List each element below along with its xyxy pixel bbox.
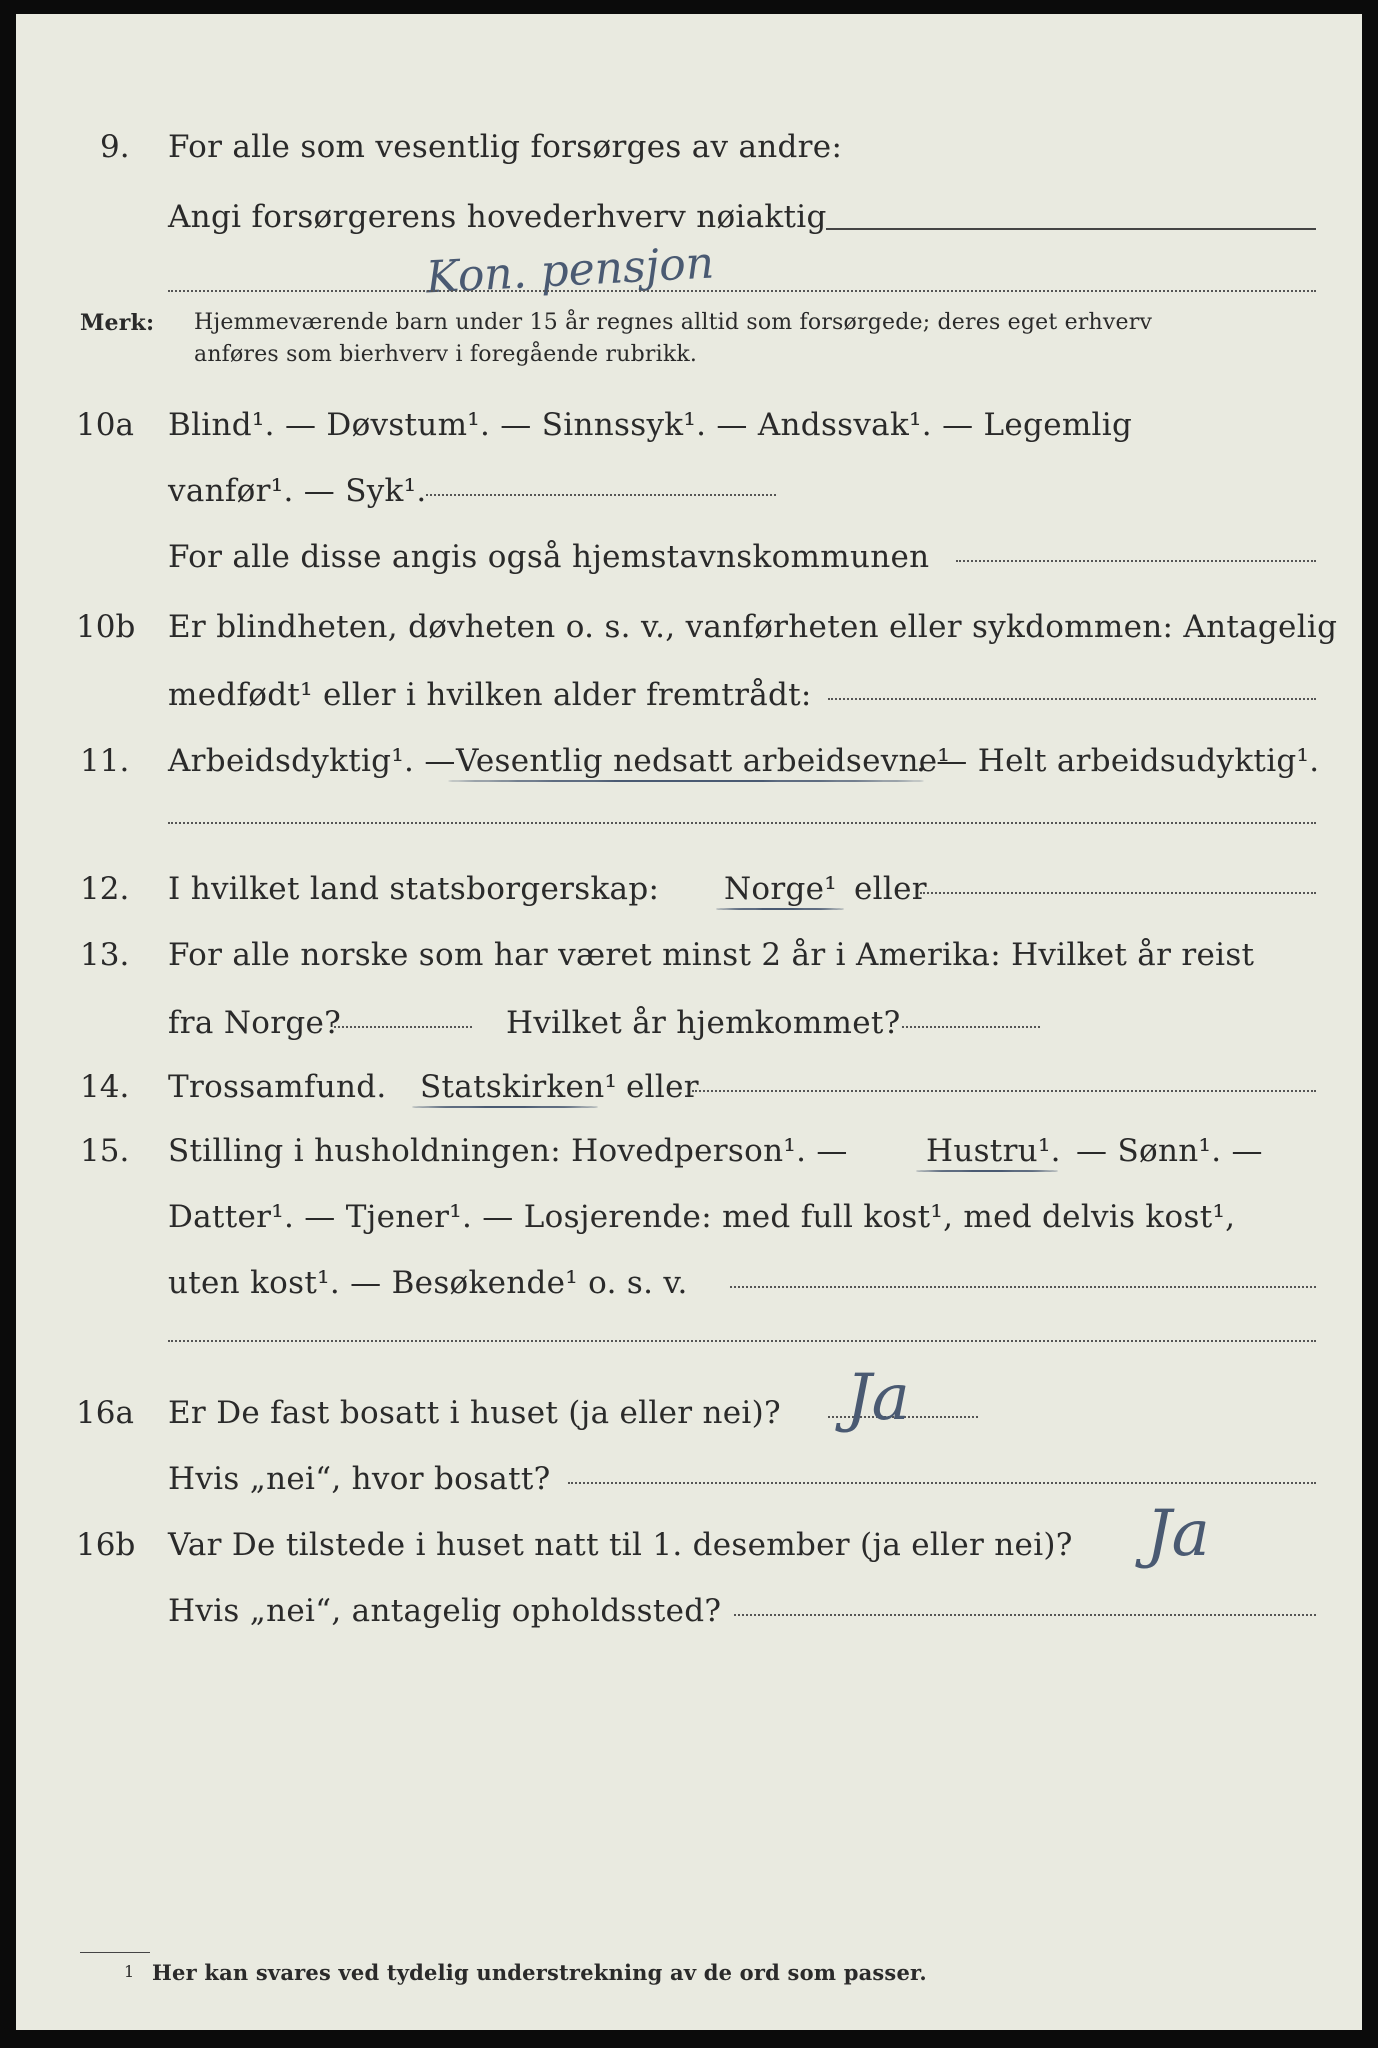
merk-line2: anføres som bierhverv i foregående rubrikk.	[194, 342, 698, 367]
q11-number: 11.	[80, 743, 130, 779]
q15-answer-line	[730, 1286, 1316, 1288]
q10b-line1: Er blindheten, døvheten o. s. v., vanførheten eller sykdommen: Antagelig	[168, 609, 1338, 645]
q16b-handwritten-answer: Ja	[1146, 1497, 1210, 1571]
q9-line2: Angi forsørgerens hovederhverv nøiaktig	[168, 199, 827, 235]
q12-number: 12.	[80, 871, 130, 907]
q15-number: 15.	[80, 1133, 130, 1169]
q13-line1: For alle norske som har været minst 2 år i Amerika: Hvilket år reist	[168, 937, 1255, 973]
q10b-line2: medfødt¹ eller i hvilken alder fremtrådt:	[168, 677, 812, 713]
q9-number: 9.	[100, 129, 130, 165]
footnote-mark: 1	[124, 1962, 135, 1981]
q11-answer-line	[168, 822, 1316, 824]
q14-handwritten-underline	[412, 1106, 598, 1108]
q10a-number: 10a	[76, 407, 134, 443]
q15-handwritten-underline	[916, 1170, 1058, 1172]
merk-line1: Hjemmeværende barn under 15 år regnes alltid som forsørgede; deres eget erhverv	[194, 310, 1153, 335]
q15-line1a: Stilling i husholdningen: Hovedperson¹. —	[168, 1133, 848, 1169]
q16b-number: 16b	[76, 1527, 136, 1563]
q12-part1: I hvilket land statsborgerskap:	[168, 871, 660, 907]
census-form-page	[16, 14, 1362, 2030]
q15-line1c: — Sønn¹. —	[1076, 1133, 1263, 1169]
q16b-line1: Var De tilstede i huset natt til 1. desember (ja eller nei)?	[168, 1527, 1073, 1563]
q11-part1: Arbeidsdyktig¹. —	[168, 743, 456, 779]
q11-handwritten-underline	[448, 780, 924, 782]
q13-hjemkommet-line	[902, 1026, 1040, 1028]
q9-answer-line2	[168, 290, 1316, 292]
q14-part2: Statskirken¹	[420, 1069, 618, 1105]
q12-handwritten-underline	[716, 908, 844, 910]
q9-line1: For alle som vesentlig forsørges av andre:	[168, 129, 843, 165]
q12-answer-line	[920, 892, 1316, 894]
merk-label: Merk:	[80, 310, 155, 336]
q9-handwritten-answer: Kon. pensjon	[424, 237, 716, 304]
q14-number: 14.	[80, 1069, 130, 1105]
q16a-line1: Er De fast bosatt i huset (ja eller nei)?	[168, 1395, 781, 1431]
q16b-opholdssted-line	[734, 1614, 1316, 1616]
q12-part3: eller	[854, 871, 927, 907]
q12-part2: Norge¹	[724, 871, 838, 907]
q11-part3: . — Helt arbeidsudyktig¹.	[916, 743, 1320, 779]
q16a-number: 16a	[76, 1395, 134, 1431]
q10b-number: 10b	[76, 609, 136, 645]
footnote-text: Her kan svares ved tydelig understrekning av de ord som passer.	[152, 1960, 927, 1985]
q10b-answer-line	[828, 698, 1316, 700]
q16a-line2: Hvis „nei“, hvor bosatt?	[168, 1461, 551, 1497]
q15-answer-line2	[168, 1340, 1316, 1342]
q15-line2: Datter¹. — Tjener¹. — Losjerende: med full kost¹, med delvis kost¹,	[168, 1199, 1236, 1235]
q10a-line2: vanfør¹. — Syk¹.	[168, 473, 427, 509]
q10a-answer-line	[426, 494, 776, 496]
q14-part3: eller	[626, 1069, 699, 1105]
q16a-bosatt-line	[568, 1482, 1316, 1484]
q15-line3: uten kost¹. — Besøkende¹ o. s. v.	[168, 1265, 688, 1301]
footnote-rule	[80, 1952, 150, 1953]
q13-line2a: fra Norge?	[168, 1005, 342, 1041]
q13-line2b: Hvilket år hjemkommet?	[506, 1005, 901, 1041]
q16a-handwritten-answer: Ja	[846, 1361, 910, 1435]
q9-answer-line	[826, 228, 1316, 230]
q14-answer-line	[692, 1090, 1316, 1092]
q13-number: 13.	[80, 937, 130, 973]
q16b-line2: Hvis „nei“, antagelig opholdssted?	[168, 1593, 722, 1629]
q11-part2: Vesentlig nedsatt arbeidsevne¹	[456, 743, 951, 779]
q15-line1b: Hustru¹.	[926, 1133, 1061, 1169]
q10a-line1: Blind¹. — Døvstum¹. — Sinnssyk¹. — Andssvak¹. — Legemlig	[168, 407, 1133, 443]
q10a-line3: For alle disse angis også hjemstavnskommunen	[168, 539, 930, 575]
q13-reist-line	[334, 1026, 472, 1028]
q10a-hjemstavn-line	[956, 560, 1316, 562]
q14-part1: Trossamfund.	[168, 1069, 387, 1105]
